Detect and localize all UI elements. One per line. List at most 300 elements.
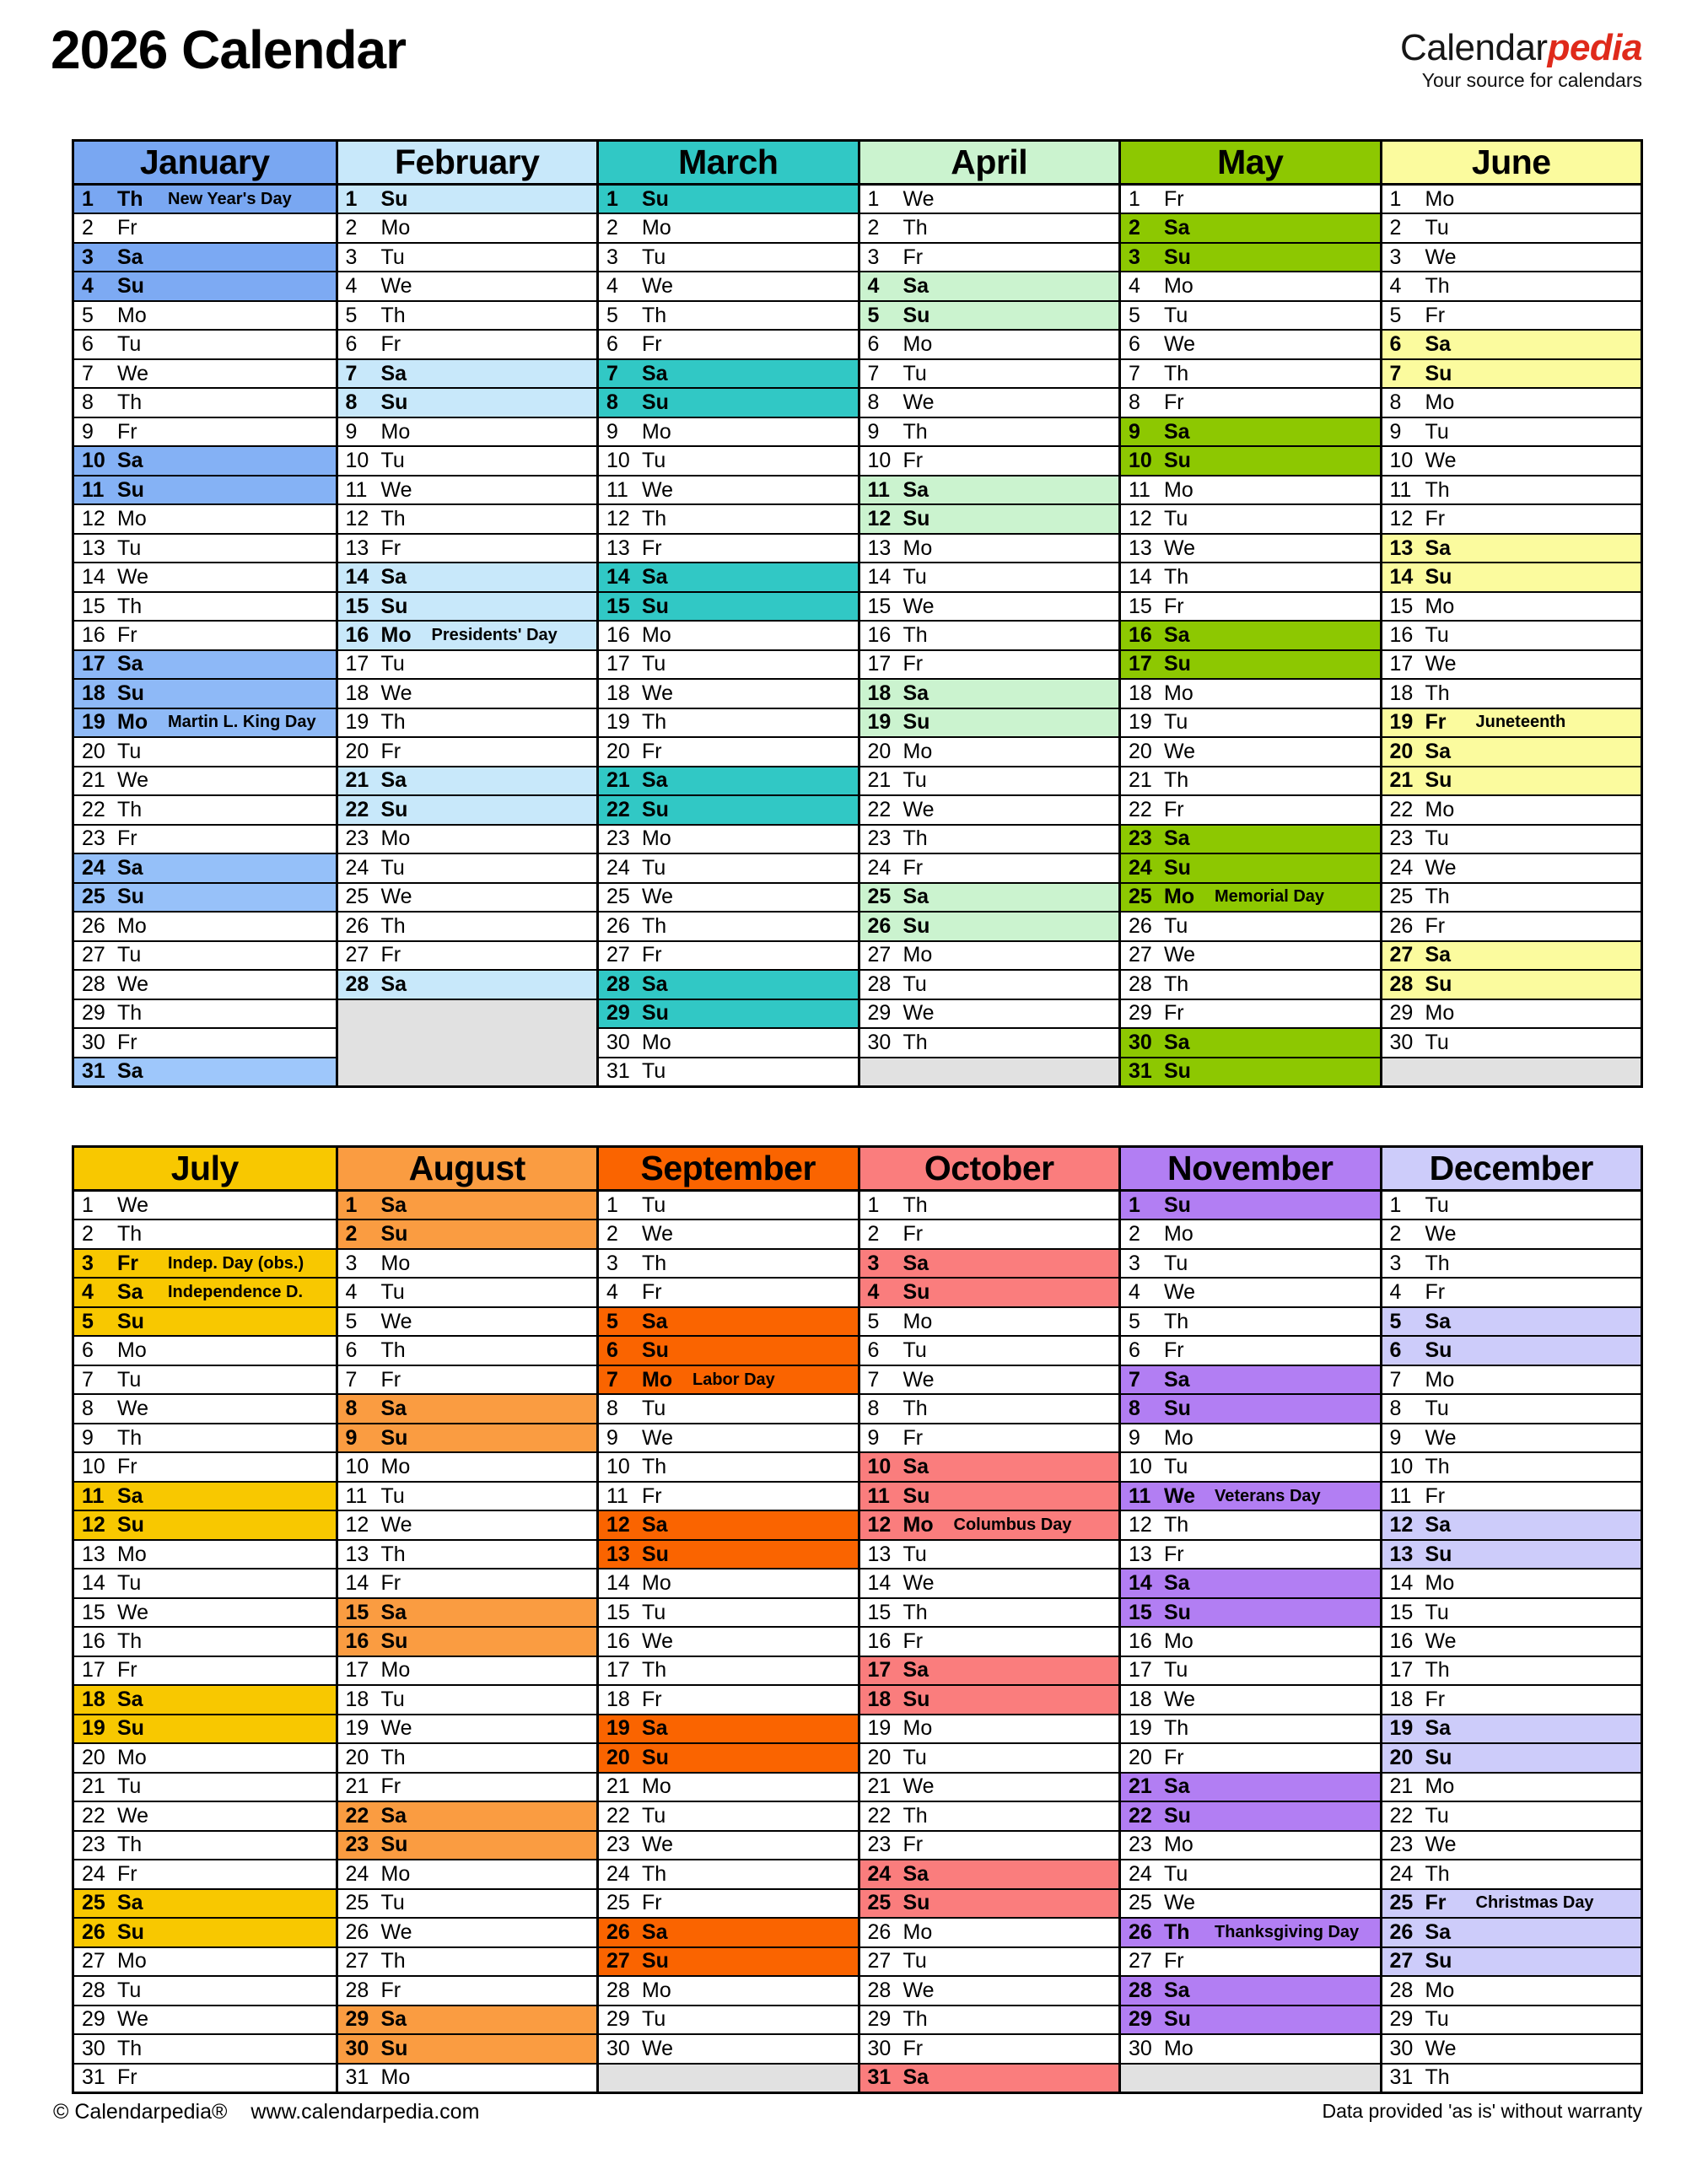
day-number: 14: [867, 565, 892, 590]
day-row: [1382, 562, 1641, 590]
day-number: 23: [345, 826, 369, 851]
day-row: [860, 184, 1119, 213]
day-number: 1: [867, 1193, 880, 1217]
day-number: 19: [606, 710, 630, 735]
month-column-june: [1380, 142, 1641, 1085]
day-row: [860, 562, 1119, 590]
day-row: [860, 1481, 1119, 1510]
day-weekday: Fr: [642, 1891, 662, 1915]
day-row: [860, 1801, 1119, 1829]
empty-cell: [860, 1057, 1119, 1085]
day-row: [74, 969, 336, 998]
day-weekday: Su: [1164, 245, 1191, 269]
day-weekday: Th: [902, 1193, 928, 1217]
day-number: 4: [867, 274, 880, 299]
day-weekday: Su: [117, 1716, 144, 1741]
month-header: January: [74, 142, 336, 184]
day-weekday: Tu: [902, 1949, 927, 1973]
day-number: 30: [1129, 1030, 1152, 1054]
day-number: 17: [606, 652, 630, 676]
day-row: [1121, 445, 1380, 474]
day-number: 21: [1389, 1774, 1414, 1799]
day-weekday: We: [380, 1309, 412, 1333]
day-number: 28: [1129, 1978, 1152, 2002]
day-row: [1382, 387, 1641, 416]
day-row: [1121, 1219, 1380, 1247]
month-header: February: [338, 142, 597, 184]
day-row: [860, 1568, 1119, 1596]
day-row: [860, 620, 1119, 649]
day-weekday: Th: [902, 826, 928, 851]
day-weekday: Tu: [1425, 826, 1449, 851]
day-weekday: Sa: [380, 2007, 407, 2032]
day-weekday: Fr: [380, 943, 401, 967]
day-weekday: Fr: [642, 1687, 662, 1711]
day-weekday: Fr: [1425, 507, 1446, 531]
month-header: October: [860, 1148, 1119, 1190]
day-row: [1382, 475, 1641, 503]
day-number: 5: [1389, 1309, 1402, 1333]
day-number: 22: [82, 797, 105, 821]
day-row: [1121, 1451, 1380, 1480]
day-row: [74, 503, 336, 532]
day-number: 2: [1389, 216, 1402, 240]
day-row: [1382, 649, 1641, 678]
day-number: 16: [867, 622, 892, 647]
day-row: [599, 1365, 858, 1393]
day-row: [1382, 969, 1641, 998]
day-number: 30: [82, 2036, 105, 2060]
day-number: 28: [1389, 1978, 1414, 2002]
day-row: [860, 358, 1119, 387]
day-number: 10: [345, 1455, 369, 1479]
day-number: 14: [345, 1571, 369, 1596]
day-row: [338, 1888, 597, 1917]
day-weekday: We: [380, 1919, 412, 1944]
day-number: 18: [1129, 1687, 1152, 1711]
day-row: [1382, 1248, 1641, 1277]
day-row: [1382, 678, 1641, 707]
day-weekday: Fr: [1164, 1949, 1184, 1973]
day-weekday: Fr: [380, 1367, 401, 1392]
day-row: [74, 2063, 336, 2092]
empty-cell: [599, 2063, 858, 2092]
day-number: 7: [1389, 361, 1402, 385]
day-row: [1121, 591, 1380, 620]
footer: [53, 2100, 1642, 2124]
day-weekday: Sa: [1425, 332, 1452, 357]
day-number: 6: [867, 1338, 880, 1363]
day-weekday: We: [117, 972, 149, 996]
day-row: [338, 300, 597, 329]
day-weekday: Tu: [380, 245, 405, 269]
day-weekday: Sa: [642, 1513, 668, 1537]
day-number: 27: [82, 1949, 105, 1973]
day-number: 13: [82, 536, 105, 560]
day-number: 30: [345, 2036, 369, 2060]
day-number: 26: [1389, 1919, 1414, 1944]
day-weekday: We: [1164, 536, 1196, 560]
day-row: [1121, 1568, 1380, 1596]
day-row: [599, 271, 858, 299]
day-row: [599, 1306, 858, 1335]
day-row: [74, 417, 336, 445]
day-row: [860, 1510, 1119, 1538]
day-number: 1: [1389, 186, 1402, 211]
day-weekday: Th: [1164, 1919, 1190, 1944]
day-weekday: Su: [380, 1833, 408, 1857]
day-weekday: Sa: [1425, 1513, 1452, 1537]
day-weekday: Tu: [642, 1193, 666, 1217]
day-number: 27: [345, 943, 369, 967]
day-weekday: Tu: [902, 972, 927, 996]
day-weekday: Sa: [380, 972, 407, 996]
day-row: [1121, 1917, 1380, 1946]
day-weekday: Th: [1425, 681, 1450, 705]
day-row: [599, 1057, 858, 1085]
day-weekday: Sa: [642, 972, 668, 996]
day-row: [1121, 1830, 1380, 1859]
day-weekday: Su: [380, 186, 408, 211]
day-weekday: Th: [1164, 1309, 1189, 1333]
day-weekday: Sa: [117, 1891, 143, 1915]
day-weekday: Su: [1425, 1745, 1452, 1769]
day-weekday: Su: [117, 274, 144, 299]
day-number: 19: [345, 710, 369, 735]
day-row: [338, 940, 597, 969]
day-row: [599, 387, 858, 416]
day-number: 3: [606, 1251, 618, 1275]
day-weekday: Th: [380, 507, 406, 531]
day-number: 6: [82, 1338, 94, 1363]
day-row: [74, 794, 336, 823]
day-number: 1: [1129, 186, 1140, 211]
day-weekday: Su: [902, 303, 930, 327]
day-weekday: Th: [380, 1542, 406, 1566]
day-row: [1121, 329, 1380, 358]
day-number: 22: [606, 797, 630, 821]
day-row: [599, 649, 858, 678]
day-row: [74, 1714, 336, 1742]
day-row: [860, 766, 1119, 794]
day-row: [1382, 184, 1641, 213]
day-weekday: Fr: [117, 622, 137, 647]
day-row: [1121, 766, 1380, 794]
day-row: [1121, 242, 1380, 271]
day-weekday: Fr: [1425, 913, 1446, 938]
day-row: [860, 1772, 1119, 1801]
day-weekday: Tu: [902, 768, 927, 793]
day-number: 5: [82, 303, 94, 327]
day-number: 17: [867, 1658, 892, 1683]
day-row: [860, 736, 1119, 765]
day-number: 7: [606, 361, 618, 385]
calendarpedia-logo: [1400, 29, 1642, 90]
day-row: [599, 1917, 858, 1946]
day-weekday: We: [380, 1513, 412, 1537]
day-number: 20: [1129, 1745, 1152, 1769]
day-weekday: Th: [902, 216, 928, 240]
day-weekday: Tu: [117, 1367, 142, 1392]
day-weekday: Su: [1425, 565, 1452, 590]
day-weekday: Mo: [642, 622, 671, 647]
day-weekday: We: [642, 1222, 674, 1246]
day-row: [1382, 620, 1641, 649]
day-weekday: Mo: [1425, 1367, 1455, 1392]
footer-copyright: [53, 2100, 479, 2124]
day-row: [1382, 1393, 1641, 1422]
day-row: [1382, 853, 1641, 881]
day-row: [860, 1423, 1119, 1451]
day-weekday: Mo: [902, 739, 933, 763]
day-weekday: Su: [902, 1280, 930, 1305]
day-number: 24: [82, 1861, 105, 1886]
day-row: [74, 271, 336, 299]
day-row: [74, 1306, 336, 1335]
day-row: [599, 445, 858, 474]
day-number: 2: [867, 1222, 880, 1246]
day-number: 28: [867, 1978, 892, 2002]
day-row: [860, 1306, 1119, 1335]
day-weekday: Mo: [117, 1338, 147, 1363]
day-number: 10: [1389, 449, 1414, 473]
day-weekday: Mo: [902, 1309, 933, 1333]
day-weekday: Fr: [380, 1978, 401, 2002]
day-row: [1382, 300, 1641, 329]
day-number: 26: [1129, 1919, 1152, 1944]
day-row: [338, 591, 597, 620]
day-number: 20: [867, 739, 892, 763]
day-row: [1121, 1684, 1380, 1713]
day-weekday: Th: [117, 390, 143, 415]
day-number: 24: [345, 855, 369, 880]
day-number: 7: [1389, 1367, 1402, 1392]
day-weekday: Tu: [902, 565, 927, 590]
day-row: [74, 2033, 336, 2062]
day-number: 20: [82, 739, 105, 763]
month-header: June: [1382, 142, 1641, 184]
day-number: 4: [606, 274, 618, 299]
day-number: 23: [1389, 1833, 1414, 1857]
day-number: 14: [82, 565, 105, 590]
day-number: 7: [82, 361, 94, 385]
day-weekday: Th: [902, 2007, 928, 2032]
day-number: 29: [1389, 2007, 1414, 2032]
day-weekday: We: [380, 885, 412, 909]
day-row: [1121, 794, 1380, 823]
day-row: [1382, 736, 1641, 765]
day-row: [599, 1684, 858, 1713]
day-row: [599, 999, 858, 1027]
day-row: [338, 794, 597, 823]
day-weekday: Su: [642, 1001, 669, 1026]
day-weekday: Fr: [902, 1425, 924, 1450]
day-weekday: Fr: [117, 1861, 137, 1886]
day-number: 20: [606, 1745, 630, 1769]
day-number: 31: [82, 2065, 105, 2090]
day-number: 21: [606, 1774, 630, 1799]
day-number: 11: [345, 477, 368, 502]
month-column-january: [74, 142, 336, 1085]
day-weekday: Tu: [1425, 1397, 1449, 1421]
day-number: 28: [82, 1978, 105, 2002]
day-number: 25: [82, 1891, 105, 1915]
day-row: [74, 1277, 336, 1306]
day-weekday: We: [1425, 245, 1457, 269]
day-number: 14: [82, 1571, 105, 1596]
day-weekday: Su: [642, 797, 669, 821]
day-number: 26: [867, 1919, 892, 1944]
day-row: [1121, 1975, 1380, 2004]
day-row: [599, 1714, 858, 1742]
logo-black-part: Calendar: [1400, 27, 1548, 68]
day-row: [1121, 708, 1380, 736]
day-row: [599, 708, 858, 736]
day-weekday: We: [902, 1367, 935, 1392]
day-row: [74, 562, 336, 590]
day-weekday: We: [380, 681, 412, 705]
day-row: [74, 387, 336, 416]
day-row: [1121, 1027, 1380, 1056]
day-weekday: Fr: [380, 1774, 401, 1799]
day-row: [338, 1451, 597, 1480]
day-number: 25: [1129, 1891, 1152, 1915]
day-weekday: Fr: [902, 2036, 924, 2060]
day-weekday: Fr: [117, 2065, 137, 2090]
day-number: 12: [1389, 507, 1414, 531]
day-row: [74, 940, 336, 969]
day-row: [1121, 1714, 1380, 1742]
day-weekday: Mo: [1164, 1629, 1193, 1653]
day-weekday: Sa: [902, 1658, 929, 1683]
day-row: [1121, 1481, 1380, 1510]
day-weekday: Mo: [380, 2065, 411, 2090]
day-row: [338, 417, 597, 445]
day-row: [338, 1219, 597, 1247]
day-row: [1121, 562, 1380, 590]
day-number: 22: [345, 797, 369, 821]
day-row: [338, 1626, 597, 1655]
day-number: 26: [82, 1919, 105, 1944]
day-weekday: Mo: [1425, 390, 1455, 415]
day-row: [860, 503, 1119, 532]
day-weekday: Sa: [117, 855, 143, 880]
day-row: [1382, 417, 1641, 445]
day-number: 27: [606, 943, 630, 967]
logo-tagline: Your source for calendars: [1421, 69, 1642, 92]
day-number: 21: [82, 768, 105, 793]
day-row: [1382, 1335, 1641, 1364]
day-number: 16: [606, 622, 630, 647]
holiday-label: Independence D.: [168, 1283, 304, 1302]
day-row: [74, 184, 336, 213]
day-weekday: Th: [380, 1745, 406, 1769]
day-number: 18: [1389, 681, 1414, 705]
day-number: 28: [867, 972, 892, 996]
day-number: 9: [867, 1425, 880, 1450]
day-number: 6: [1389, 332, 1402, 357]
day-weekday: Su: [1425, 1542, 1452, 1566]
day-number: 4: [82, 274, 94, 299]
day-weekday: Fr: [1425, 1687, 1446, 1711]
day-number: 25: [1389, 1891, 1414, 1915]
day-number: 13: [606, 1542, 630, 1566]
day-row: [1382, 242, 1641, 271]
day-number: 28: [1389, 972, 1414, 996]
day-row: [599, 1946, 858, 1975]
day-weekday: Mo: [902, 1919, 933, 1944]
day-row: [1382, 329, 1641, 358]
day-row: [860, 882, 1119, 911]
day-number: 21: [606, 768, 630, 793]
day-weekday: We: [380, 1716, 412, 1741]
day-number: 18: [606, 681, 630, 705]
day-number: 2: [82, 1222, 94, 1246]
month-header: November: [1121, 1148, 1380, 1190]
day-number: 31: [867, 2065, 892, 2090]
day-number: 5: [867, 303, 880, 327]
day-row: [338, 242, 597, 271]
day-weekday: Tu: [1164, 1455, 1188, 1479]
day-weekday: Mo: [1425, 594, 1455, 618]
day-weekday: Su: [1164, 2007, 1191, 2032]
day-weekday: Fr: [1164, 186, 1184, 211]
day-weekday: Mo: [1164, 477, 1193, 502]
month-column-december: [1380, 1148, 1641, 2092]
day-row: [860, 1888, 1119, 1917]
day-row: [599, 1742, 858, 1771]
day-number: 12: [82, 507, 105, 531]
day-row: [338, 562, 597, 590]
day-number: 14: [867, 1571, 892, 1596]
day-number: 24: [82, 855, 105, 880]
day-weekday: Su: [117, 681, 144, 705]
day-row: [860, 1597, 1119, 1626]
day-number: 30: [867, 1030, 892, 1054]
day-weekday: Mo: [117, 1949, 147, 1973]
day-number: 29: [1129, 1001, 1152, 1026]
day-weekday: Tu: [380, 855, 405, 880]
day-weekday: Tu: [380, 1280, 405, 1305]
day-row: [1121, 940, 1380, 969]
day-row: [1382, 271, 1641, 299]
day-row: [599, 1451, 858, 1480]
day-number: 6: [1129, 332, 1140, 357]
day-number: 21: [1389, 768, 1414, 793]
day-weekday: We: [642, 1629, 674, 1653]
day-number: 29: [1389, 1001, 1414, 1026]
day-weekday: Mo: [642, 1367, 673, 1392]
day-row: [1382, 766, 1641, 794]
day-row: [599, 591, 858, 620]
month-header: September: [599, 1148, 858, 1190]
day-number: 7: [345, 1367, 358, 1392]
day-weekday: Su: [380, 797, 408, 821]
day-row: [599, 969, 858, 998]
day-row: [1121, 213, 1380, 241]
day-weekday: Mo: [117, 913, 147, 938]
day-row: [338, 1656, 597, 1684]
day-weekday: Tu: [642, 1397, 666, 1421]
day-number: 29: [606, 2007, 630, 2032]
day-weekday: Fr: [902, 652, 924, 676]
day-weekday: Th: [117, 186, 143, 211]
day-row: [338, 475, 597, 503]
day-row: [1382, 1772, 1641, 1801]
day-number: 11: [82, 477, 105, 502]
day-number: 30: [1389, 2036, 1414, 2060]
day-number: 19: [867, 710, 892, 735]
